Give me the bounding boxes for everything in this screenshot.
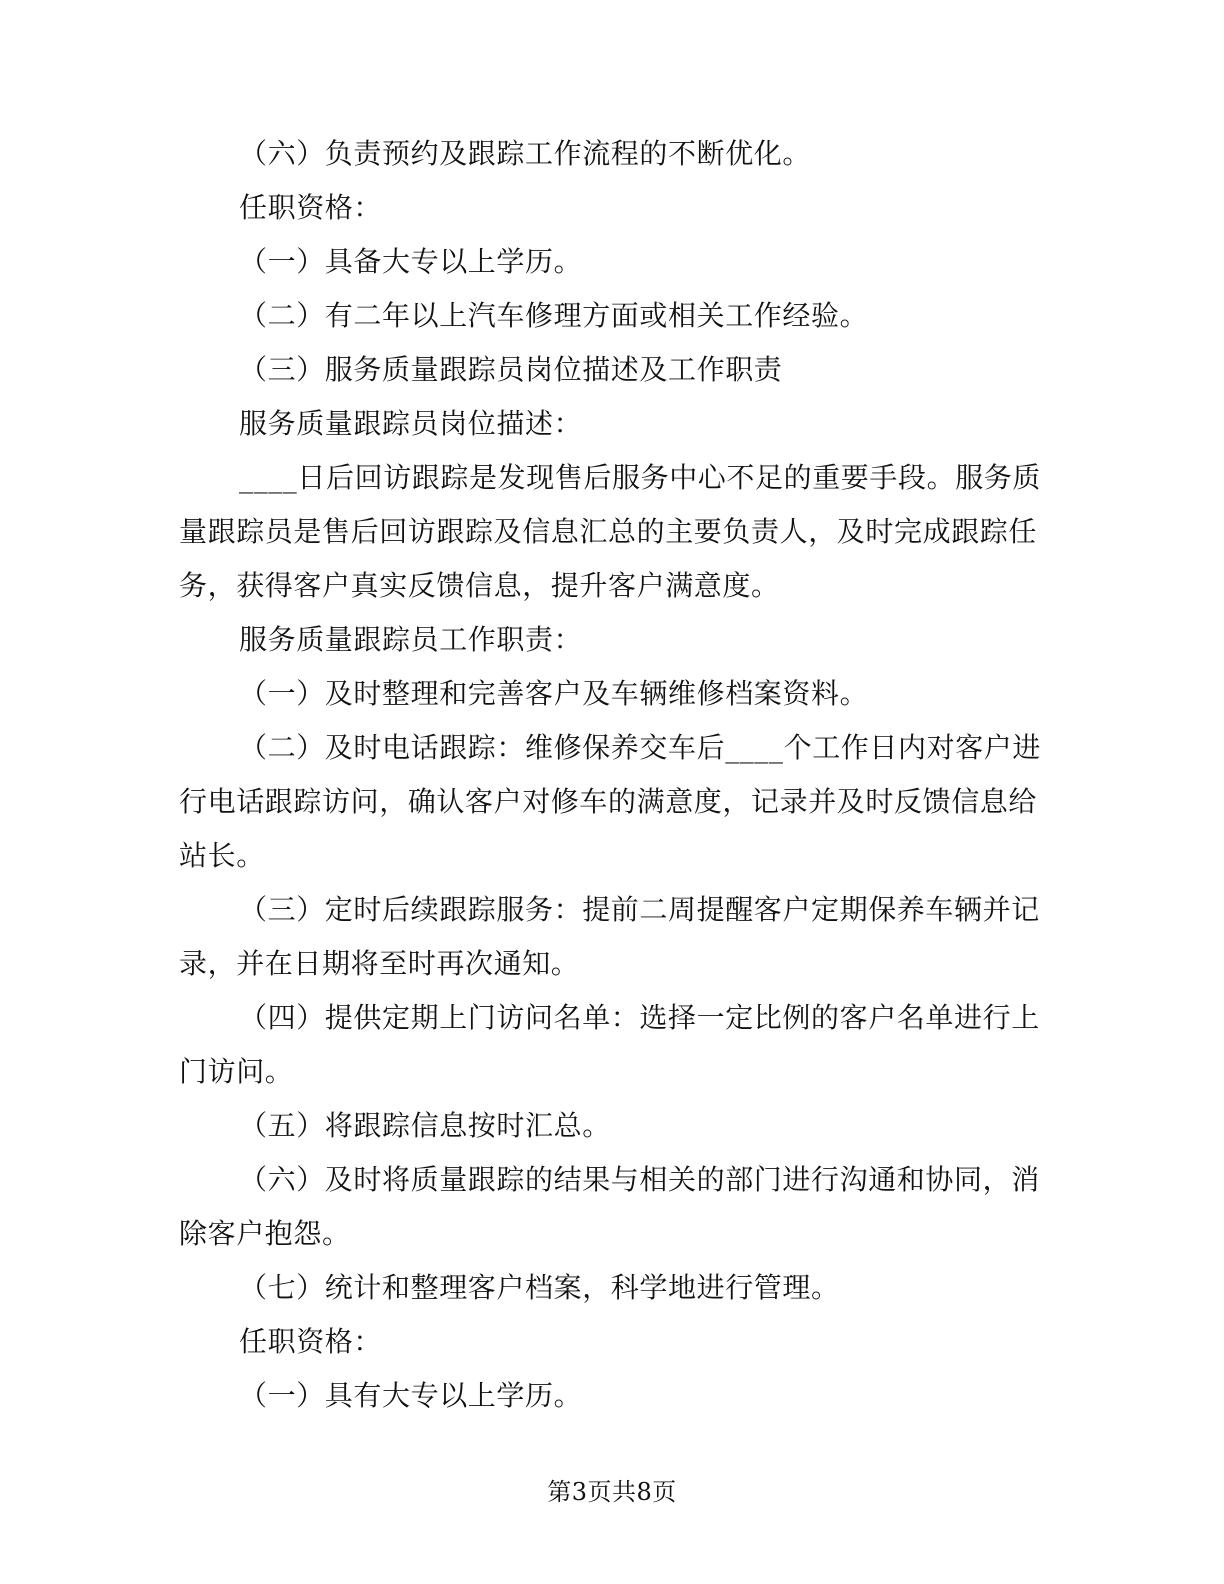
paragraph-section-3: （三）服务质量跟踪员岗位描述及工作职责 <box>239 353 783 386</box>
paragraph-duty-1: （一）及时整理和完善客户及车辆维修档案资料。 <box>239 677 869 710</box>
heading-qualifications: 任职资格： <box>239 191 383 224</box>
paragraph-duty-3: （三）定时后续跟踪服务：提前二周提醒客户定期保养车辆并记录，并在日期将至时再次通知。 <box>179 893 1040 980</box>
paragraph-duty-5: （五）将跟踪信息按时汇总。 <box>239 1109 611 1142</box>
paragraph-duty-7: （七）统计和整理客户档案，科学地进行管理。 <box>239 1271 840 1304</box>
paragraph-duty-2: （二）及时电话跟踪：维修保养交车后____个工作日内对客户进行电话跟踪访问，确认客户对修车的满意度，记录并及时反馈信息给站长。 <box>179 731 1042 872</box>
heading-qualifications-2: 任职资格： <box>239 1325 383 1358</box>
heading-position-description: 服务质量跟踪员岗位描述： <box>239 407 583 440</box>
paragraph-qualification-b1: （一）具有大专以上学历。 <box>239 1379 583 1412</box>
paragraph-qualification-2: （二）有二年以上汽车修理方面或相关工作经验。 <box>239 299 869 332</box>
page-number-footer: 第3页共8页 <box>547 1478 677 1506</box>
paragraph-duty-6b: （六）及时将质量跟踪的结果与相关的部门进行沟通和协同，消除客户抱怨。 <box>179 1163 1040 1250</box>
heading-job-duties: 服务质量跟踪员工作职责： <box>239 623 583 656</box>
paragraph-duty-6: （六）负责预约及跟踪工作流程的不断优化。 <box>239 137 812 170</box>
paragraph-duty-4: （四）提供定期上门访问名单：选择一定比例的客户名单进行上门访问。 <box>179 1001 1040 1088</box>
paragraph-position-description: ____日后回访跟踪是发现售后服务中心不足的重要手段。服务质量跟踪员是售后回访跟踪及信息汇总的主要负责人，及时完成跟踪任务，获得客户真实反馈信息，提升客户满意度。 <box>179 461 1042 602</box>
paragraph-qualification-1: （一）具备大专以上学历。 <box>239 245 583 278</box>
document-body <box>179 127 1045 1423</box>
